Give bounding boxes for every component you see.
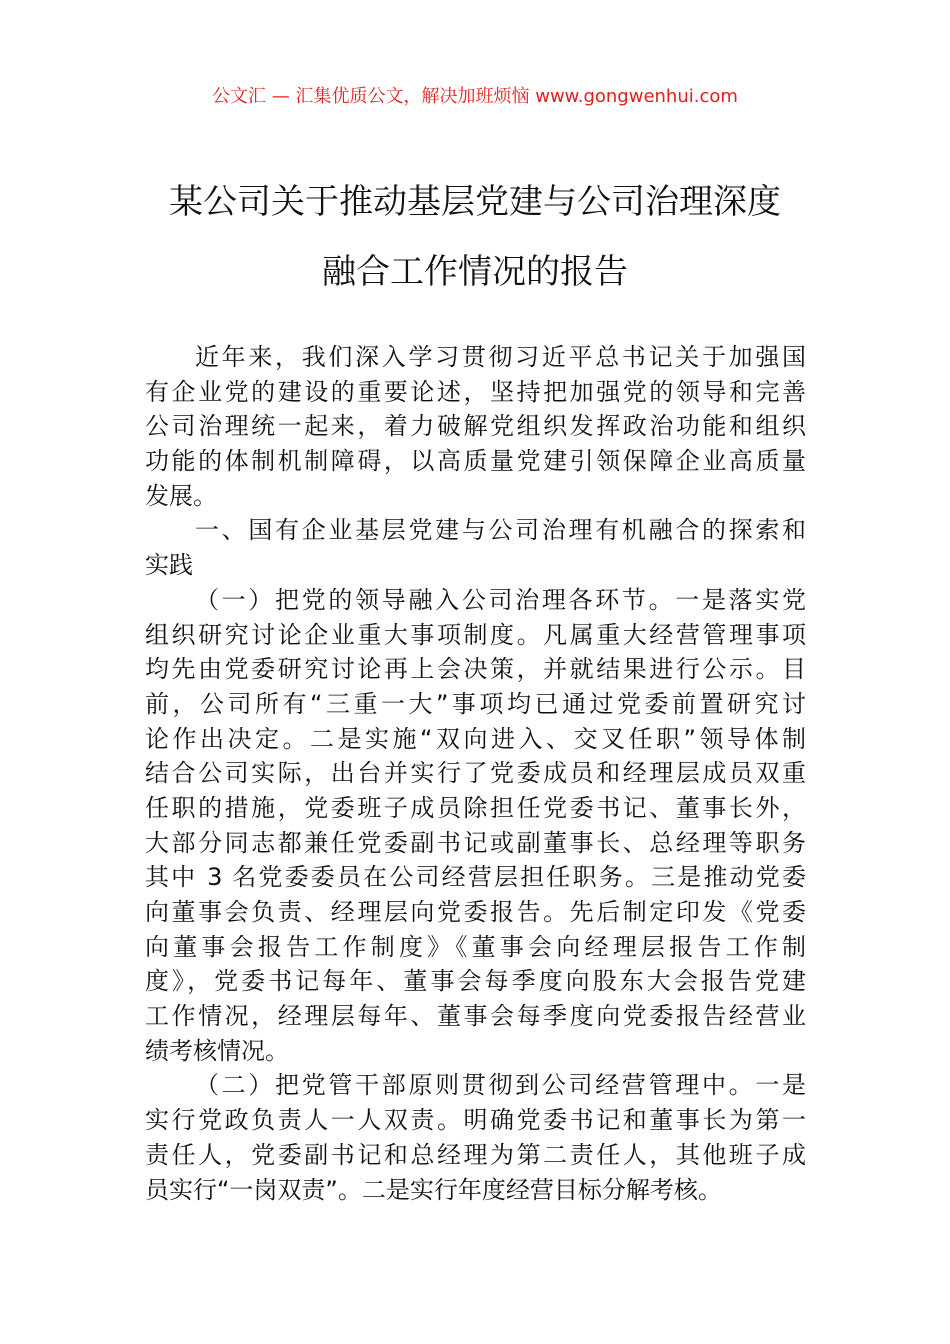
text-line: （一）把党的领导融入公司治理各环节。一是落实党 <box>195 585 806 614</box>
text-line: 其中 3 名党委委员在公司经营层担任职务。三是推动党委 <box>145 863 806 892</box>
document-body <box>145 340 806 1207</box>
text-line: 结合公司实际，出台并实行了党委成员和经理层成员双重 <box>145 759 806 788</box>
text-line: 一、国有企业基层党建与公司治理有机融合的探索和 <box>195 516 806 545</box>
text-line: （二）把党管干部原则贯彻到公司经营管理中。一是 <box>195 1071 806 1100</box>
header-banner: 公文汇 — 汇集优质公文，解决加班烦恼 www.gongwenhui.com <box>212 86 738 107</box>
text-line: 近年来，我们深入学习贯彻习近平总书记关于加强国 <box>195 343 806 371</box>
paragraph <box>145 513 806 582</box>
text-line: 实行党政负责人一人双责。明确党委书记和董事长为第一 <box>145 1106 806 1135</box>
document-title-line-2: 融合工作情况的报告 <box>322 252 628 292</box>
text-line: 前，公司所有“三重一大”事项均已通过党委前置研究讨 <box>145 689 806 718</box>
paragraph <box>145 583 806 1069</box>
text-line: 任职的措施，党委班子成员除担任党委书记、董事长外， <box>145 793 806 822</box>
text-line: 有企业党的建设的重要论述，坚持把加强党的领导和完善 <box>145 377 806 406</box>
text-line: 向董事会负责、经理层向党委报告。先后制定印发《党委 <box>145 898 806 926</box>
text-line: 功能的体制机制障碍，以高质量党建引领保障企业高质量 <box>145 447 806 476</box>
text-line: 公司治理统一起来，着力破解党组织发挥政治功能和组织 <box>145 412 806 441</box>
text-line: 工作情况，经理层每年、董事会每季度向党委报告经营业 <box>145 1002 806 1031</box>
text-line: 责任人，党委副书记和总经理为第二责任人，其他班子成 <box>145 1140 806 1169</box>
text-line: 员实行“一岗双责”。二是实行年度经营目标分解考核。 <box>145 1175 722 1204</box>
text-line: 论作出决定。二是实施“双向进入、交叉任职”领导体制 <box>145 724 806 753</box>
text-line: 绩考核情况。 <box>145 1036 289 1065</box>
text-line: 组织研究讨论企业重大事项制度。凡属重大经营管理事项 <box>145 620 806 649</box>
text-line: 大部分同志都兼任党委副书记或副董事长、总经理等职务 <box>145 828 806 857</box>
paragraph <box>145 1068 806 1207</box>
text-line: 度》，党委书记每年、董事会每季度向股东大会报告党建 <box>145 967 806 996</box>
text-line: 均先由党委研究讨论再上会决策，并就结果进行公示。目 <box>145 655 806 684</box>
text-line: 发展。 <box>145 481 217 510</box>
document-title-line-1: 某公司关于推动基层党建与公司治理深度 <box>169 182 781 222</box>
text-line: 实践 <box>145 551 193 580</box>
text-line: 向董事会报告工作制度》《董事会向经理层报告工作制 <box>145 932 806 961</box>
paragraph <box>145 340 806 513</box>
